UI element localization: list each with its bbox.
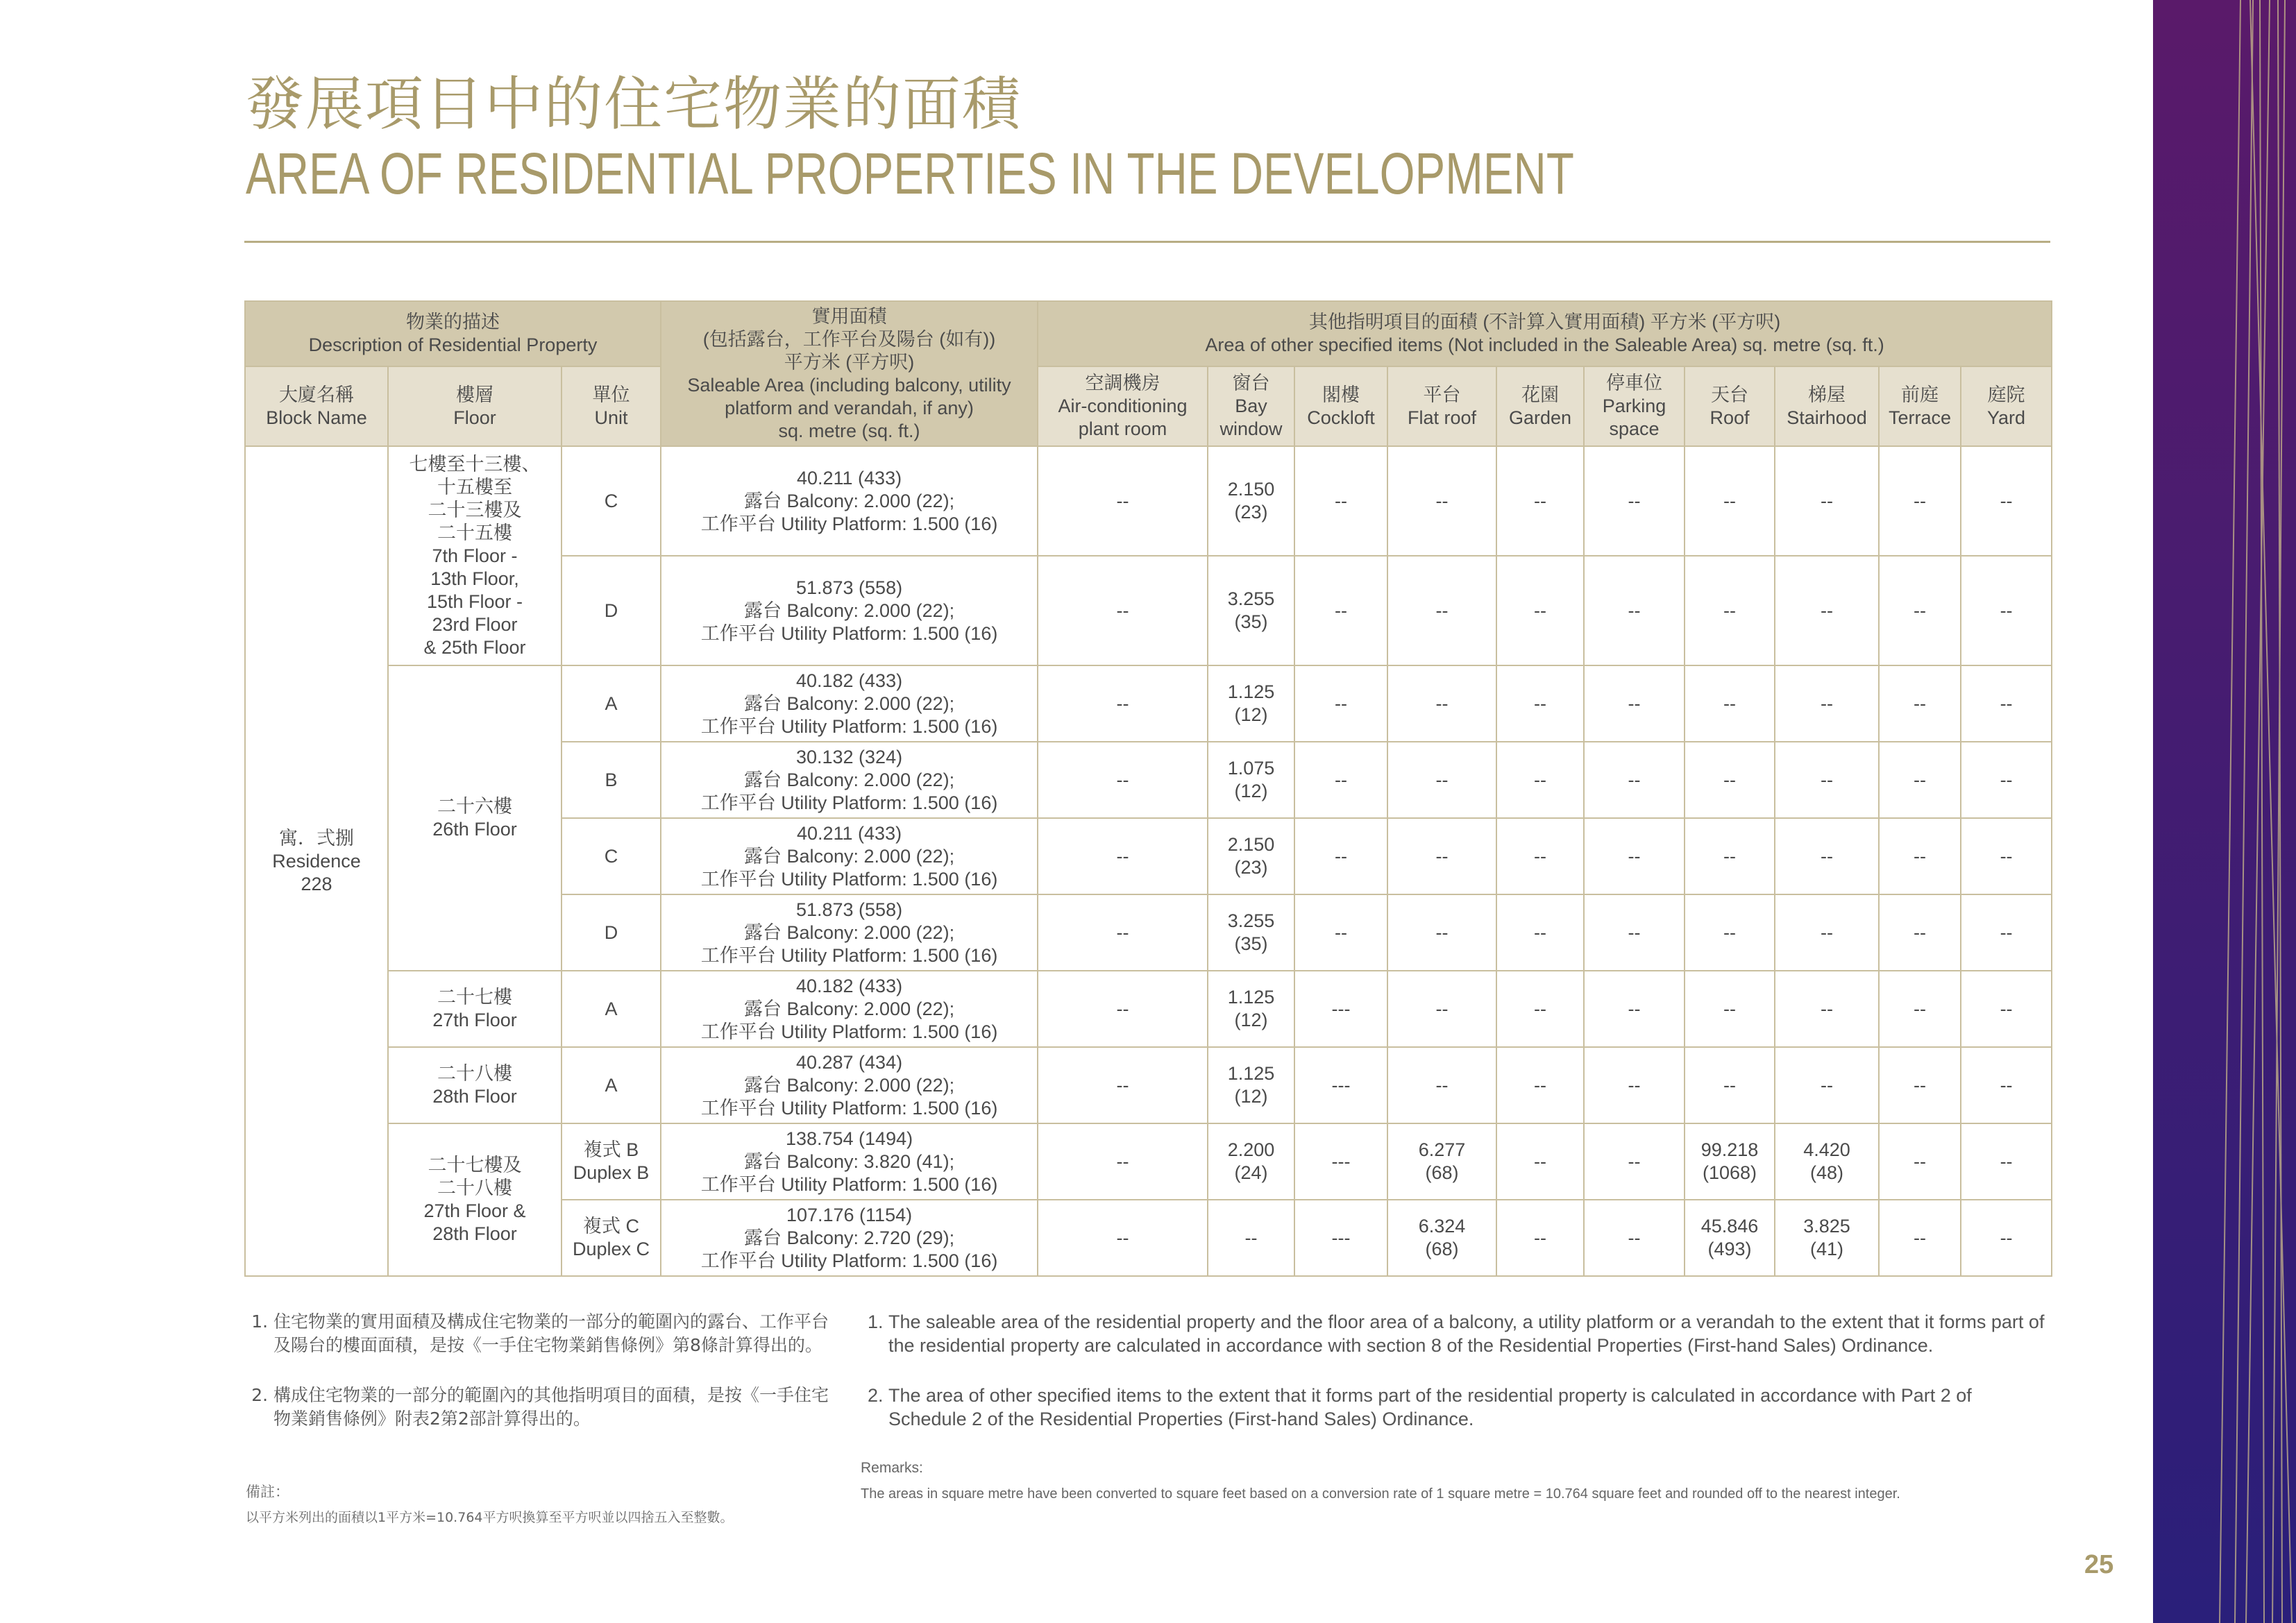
- header-description: 物業的描述 Description of Residential Property: [245, 301, 661, 366]
- saleable-cell: 51.873 (558) 露台 Balcony: 2.000 (22); 工作平台 Utility Platform: 1.500 (16): [661, 894, 1038, 971]
- floor-cell: 二十六樓 26th Floor: [388, 665, 562, 971]
- garden-cell: --: [1496, 894, 1584, 971]
- cockloft-cell: --: [1294, 742, 1387, 818]
- bay-cell: 1.075 (12): [1208, 742, 1294, 818]
- stairhood-cell: 4.420 (48): [1775, 1123, 1879, 1200]
- cockloft-cell: --: [1294, 894, 1387, 971]
- unit-cell: D: [562, 556, 661, 665]
- block-name-cell: 寓．弍捌 Residence 228: [245, 446, 388, 1276]
- cockloft-cell: --: [1294, 556, 1387, 665]
- parking-cell: --: [1584, 446, 1685, 556]
- page-number: 25: [2084, 1550, 2114, 1579]
- bay-cell: 2.150 (23): [1208, 446, 1294, 556]
- cockloft-cell: --: [1294, 818, 1387, 894]
- header-floor: 樓層 Floor: [388, 366, 562, 446]
- terrace-cell: --: [1879, 894, 1961, 971]
- ac-cell: --: [1038, 556, 1208, 665]
- stairhood-cell: --: [1775, 1047, 1879, 1123]
- saleable-cell: 51.873 (558) 露台 Balcony: 2.000 (22); 工作平台 Utility Platform: 1.500 (16): [661, 556, 1038, 665]
- yard-cell: --: [1961, 742, 2052, 818]
- title-divider: [244, 241, 2050, 243]
- yard-cell: --: [1961, 971, 2052, 1047]
- roof-cell: --: [1685, 894, 1775, 971]
- flatroof-cell: --: [1387, 971, 1496, 1047]
- remarks-en-heading: Remarks:: [861, 1460, 923, 1476]
- remarks-en-text: The areas in square metre have been converted to square feet based on a conversion rate of 1 square metre = 10.764 square feet and rounded off to the nearest integer.: [861, 1486, 1900, 1502]
- header-other-areas: 其他指明項目的面積 (不計算入實用面積) 平方米 (平方呎) Area of other specified items (Not included in the Saleable Area) sq. metre (sq. ft.): [1038, 301, 2052, 366]
- garden-cell: --: [1496, 818, 1584, 894]
- cockloft-cell: ---: [1294, 971, 1387, 1047]
- flatroof-cell: 6.277 (68): [1387, 1123, 1496, 1200]
- stairhood-cell: --: [1775, 818, 1879, 894]
- yard-cell: --: [1961, 1047, 2052, 1123]
- unit-cell: A: [562, 665, 661, 742]
- bay-cell: --: [1208, 1200, 1294, 1276]
- flatroof-cell: --: [1387, 446, 1496, 556]
- unit-cell: 複式 C Duplex C: [562, 1200, 661, 1276]
- ac-cell: --: [1038, 1123, 1208, 1200]
- header-block-name: 大廈名稱 Block Name: [245, 366, 388, 446]
- header-terrace: 前庭 Terrace: [1879, 366, 1961, 446]
- cockloft-cell: ---: [1294, 1200, 1387, 1276]
- parking-cell: --: [1584, 818, 1685, 894]
- saleable-cell: 30.132 (324) 露台 Balcony: 2.000 (22); 工作平台 Utility Platform: 1.500 (16): [661, 742, 1038, 818]
- page-title-en: AREA OF RESIDENTIAL PROPERTIES IN THE DEVELOPMENT: [246, 141, 1574, 206]
- terrace-cell: --: [1879, 556, 1961, 665]
- header-saleable-area: 實用面積 (包括露台，工作平台及陽台 (如有)) 平方米 (平方呎) Saleable Area (including balcony, utility platform and verandah, if any) sq. metre (sq. ft.): [661, 301, 1038, 446]
- floor-cell: 七樓至十三樓、 十五樓至 二十三樓及 二十五樓 7th Floor - 13th Floor, 15th Floor - 23rd Floor & 25th Floor: [388, 446, 562, 665]
- saleable-cell: 107.176 (1154) 露台 Balcony: 2.720 (29); 工作平台 Utility Platform: 1.500 (16): [661, 1200, 1038, 1276]
- page-title-zh: 發展項目中的住宅物業的面積: [246, 70, 1022, 138]
- parking-cell: --: [1584, 1200, 1685, 1276]
- decorative-side-band: [2153, 0, 2296, 1623]
- roof-cell: --: [1685, 818, 1775, 894]
- garden-cell: --: [1496, 1047, 1584, 1123]
- parking-cell: --: [1584, 665, 1685, 742]
- yard-cell: --: [1961, 665, 2052, 742]
- terrace-cell: --: [1879, 971, 1961, 1047]
- bay-cell: 3.255 (35): [1208, 894, 1294, 971]
- yard-cell: --: [1961, 894, 2052, 971]
- note-zh-1: 1. 住宅物業的實用面積及構成住宅物業的一部分的範圍內的露台、工作平台及陽台的樓面面積，是按《一手住宅物業銷售條例》第8條計算得出的。: [273, 1310, 829, 1357]
- area-table: [244, 300, 2052, 1277]
- yard-cell: --: [1961, 446, 2052, 556]
- header-parking: 停車位 Parking space: [1584, 366, 1685, 446]
- roof-cell: 45.846 (493): [1685, 1200, 1775, 1276]
- roof-cell: --: [1685, 971, 1775, 1047]
- garden-cell: --: [1496, 971, 1584, 1047]
- header-unit: 單位 Unit: [562, 366, 661, 446]
- notes-zh: [246, 1310, 829, 1457]
- terrace-cell: --: [1879, 1123, 1961, 1200]
- header-flat-roof: 平台 Flat roof: [1387, 366, 1496, 446]
- stairhood-cell: --: [1775, 742, 1879, 818]
- header-garden: 花園 Garden: [1496, 366, 1584, 446]
- note-en-1: 1. The saleable area of the residential property and the floor area of a balcony, a utility platform or a verandah to the extent that it forms part of the residential property are calculated in accordance with section 8 of the Residential Properties (First-hand Sales) Ordinance.: [888, 1310, 2051, 1357]
- roof-cell: --: [1685, 742, 1775, 818]
- yard-cell: --: [1961, 1123, 2052, 1200]
- saleable-cell: 40.287 (434) 露台 Balcony: 2.000 (22); 工作平台 Utility Platform: 1.500 (16): [661, 1047, 1038, 1123]
- unit-cell: C: [562, 446, 661, 556]
- roof-cell: --: [1685, 665, 1775, 742]
- bay-cell: 1.125 (12): [1208, 1047, 1294, 1123]
- yard-cell: --: [1961, 1200, 2052, 1276]
- terrace-cell: --: [1879, 742, 1961, 818]
- saleable-cell: 40.182 (433) 露台 Balcony: 2.000 (22); 工作平台 Utility Platform: 1.500 (16): [661, 971, 1038, 1047]
- ac-cell: --: [1038, 665, 1208, 742]
- cockloft-cell: --: [1294, 446, 1387, 556]
- terrace-cell: --: [1879, 1047, 1961, 1123]
- header-yard: 庭院 Yard: [1961, 366, 2052, 446]
- garden-cell: --: [1496, 1123, 1584, 1200]
- garden-cell: --: [1496, 446, 1584, 556]
- cockloft-cell: --: [1294, 665, 1387, 742]
- saleable-cell: 40.182 (433) 露台 Balcony: 2.000 (22); 工作平台 Utility Platform: 1.500 (16): [661, 665, 1038, 742]
- terrace-cell: --: [1879, 818, 1961, 894]
- unit-cell: C: [562, 818, 661, 894]
- stairhood-cell: 3.825 (41): [1775, 1200, 1879, 1276]
- saleable-cell: 40.211 (433) 露台 Balcony: 2.000 (22); 工作平台 Utility Platform: 1.500 (16): [661, 818, 1038, 894]
- garden-cell: --: [1496, 742, 1584, 818]
- table-row: [245, 665, 2052, 742]
- roof-cell: --: [1685, 446, 1775, 556]
- ac-cell: --: [1038, 818, 1208, 894]
- table-row: [245, 1123, 2052, 1200]
- stairhood-cell: --: [1775, 556, 1879, 665]
- garden-cell: --: [1496, 665, 1584, 742]
- garden-cell: --: [1496, 556, 1584, 665]
- roof-cell: --: [1685, 1047, 1775, 1123]
- flatroof-cell: --: [1387, 1047, 1496, 1123]
- ac-cell: --: [1038, 894, 1208, 971]
- header-cockloft: 閣樓 Cockloft: [1294, 366, 1387, 446]
- flatroof-cell: --: [1387, 818, 1496, 894]
- saleable-cell: 138.754 (1494) 露台 Balcony: 3.820 (41); 工作平台 Utility Platform: 1.500 (16): [661, 1123, 1038, 1200]
- yard-cell: --: [1961, 818, 2052, 894]
- saleable-cell: 40.211 (433) 露台 Balcony: 2.000 (22); 工作平台 Utility Platform: 1.500 (16): [661, 446, 1038, 556]
- parking-cell: --: [1584, 1047, 1685, 1123]
- note-en-2: 2. The area of other specified items to the extent that it forms part of the residential property is calculated in accordance with Part 2 of Schedule 2 of the Residential Properties (First-hand Sales) Ordinance.: [888, 1384, 2051, 1431]
- flatroof-cell: --: [1387, 894, 1496, 971]
- stairhood-cell: --: [1775, 446, 1879, 556]
- header-roof: 天台 Roof: [1685, 366, 1775, 446]
- unit-cell: D: [562, 894, 661, 971]
- header-bay-window: 窗台 Bay window: [1208, 366, 1294, 446]
- bay-cell: 1.125 (12): [1208, 665, 1294, 742]
- ac-cell: --: [1038, 446, 1208, 556]
- cockloft-cell: ---: [1294, 1123, 1387, 1200]
- flatroof-cell: 6.324 (68): [1387, 1200, 1496, 1276]
- parking-cell: --: [1584, 894, 1685, 971]
- table-row: [245, 1047, 2052, 1123]
- bay-cell: 3.255 (35): [1208, 556, 1294, 665]
- header-stairhood: 梯屋 Stairhood: [1775, 366, 1879, 446]
- parking-cell: --: [1584, 1123, 1685, 1200]
- floor-cell: 二十七樓 27th Floor: [388, 971, 562, 1047]
- parking-cell: --: [1584, 742, 1685, 818]
- cockloft-cell: ---: [1294, 1047, 1387, 1123]
- ac-cell: --: [1038, 971, 1208, 1047]
- stairhood-cell: --: [1775, 665, 1879, 742]
- parking-cell: --: [1584, 971, 1685, 1047]
- stairhood-cell: --: [1775, 971, 1879, 1047]
- terrace-cell: --: [1879, 665, 1961, 742]
- roof-cell: --: [1685, 556, 1775, 665]
- stairhood-cell: --: [1775, 894, 1879, 971]
- ac-cell: --: [1038, 1200, 1208, 1276]
- unit-cell: A: [562, 1047, 661, 1123]
- bay-cell: 2.150 (23): [1208, 818, 1294, 894]
- terrace-cell: --: [1879, 1200, 1961, 1276]
- note-zh-2: 2. 構成住宅物業的一部分的範圍內的其他指明項目的面積，是按《一手住宅物業銷售條例》附表2第2部計算得出的。: [273, 1384, 829, 1431]
- unit-cell: A: [562, 971, 661, 1047]
- flatroof-cell: --: [1387, 665, 1496, 742]
- ac-cell: --: [1038, 742, 1208, 818]
- floor-cell: 二十七樓及 二十八樓 27th Floor & 28th Floor: [388, 1123, 562, 1276]
- yard-cell: --: [1961, 556, 2052, 665]
- unit-cell: 複式 B Duplex B: [562, 1123, 661, 1200]
- notes-en: [861, 1310, 2051, 1457]
- roof-cell: 99.218 (1068): [1685, 1123, 1775, 1200]
- floor-cell: 二十八樓 28th Floor: [388, 1047, 562, 1123]
- remarks-zh-heading: 備註：: [246, 1484, 289, 1500]
- bay-cell: 1.125 (12): [1208, 971, 1294, 1047]
- bay-cell: 2.200 (24): [1208, 1123, 1294, 1200]
- table-row: [245, 971, 2052, 1047]
- ac-cell: --: [1038, 1047, 1208, 1123]
- header-ac-plant-room: 空調機房 Air-conditioning plant room: [1038, 366, 1208, 446]
- parking-cell: --: [1584, 556, 1685, 665]
- remarks-zh-text: 以平方米列出的面積以1平方米=10.764平方呎換算至平方呎並以四捨五入至整數。: [246, 1510, 734, 1525]
- unit-cell: B: [562, 742, 661, 818]
- terrace-cell: --: [1879, 446, 1961, 556]
- garden-cell: --: [1496, 1200, 1584, 1276]
- flatroof-cell: --: [1387, 556, 1496, 665]
- flatroof-cell: --: [1387, 742, 1496, 818]
- table-row: [245, 446, 2052, 556]
